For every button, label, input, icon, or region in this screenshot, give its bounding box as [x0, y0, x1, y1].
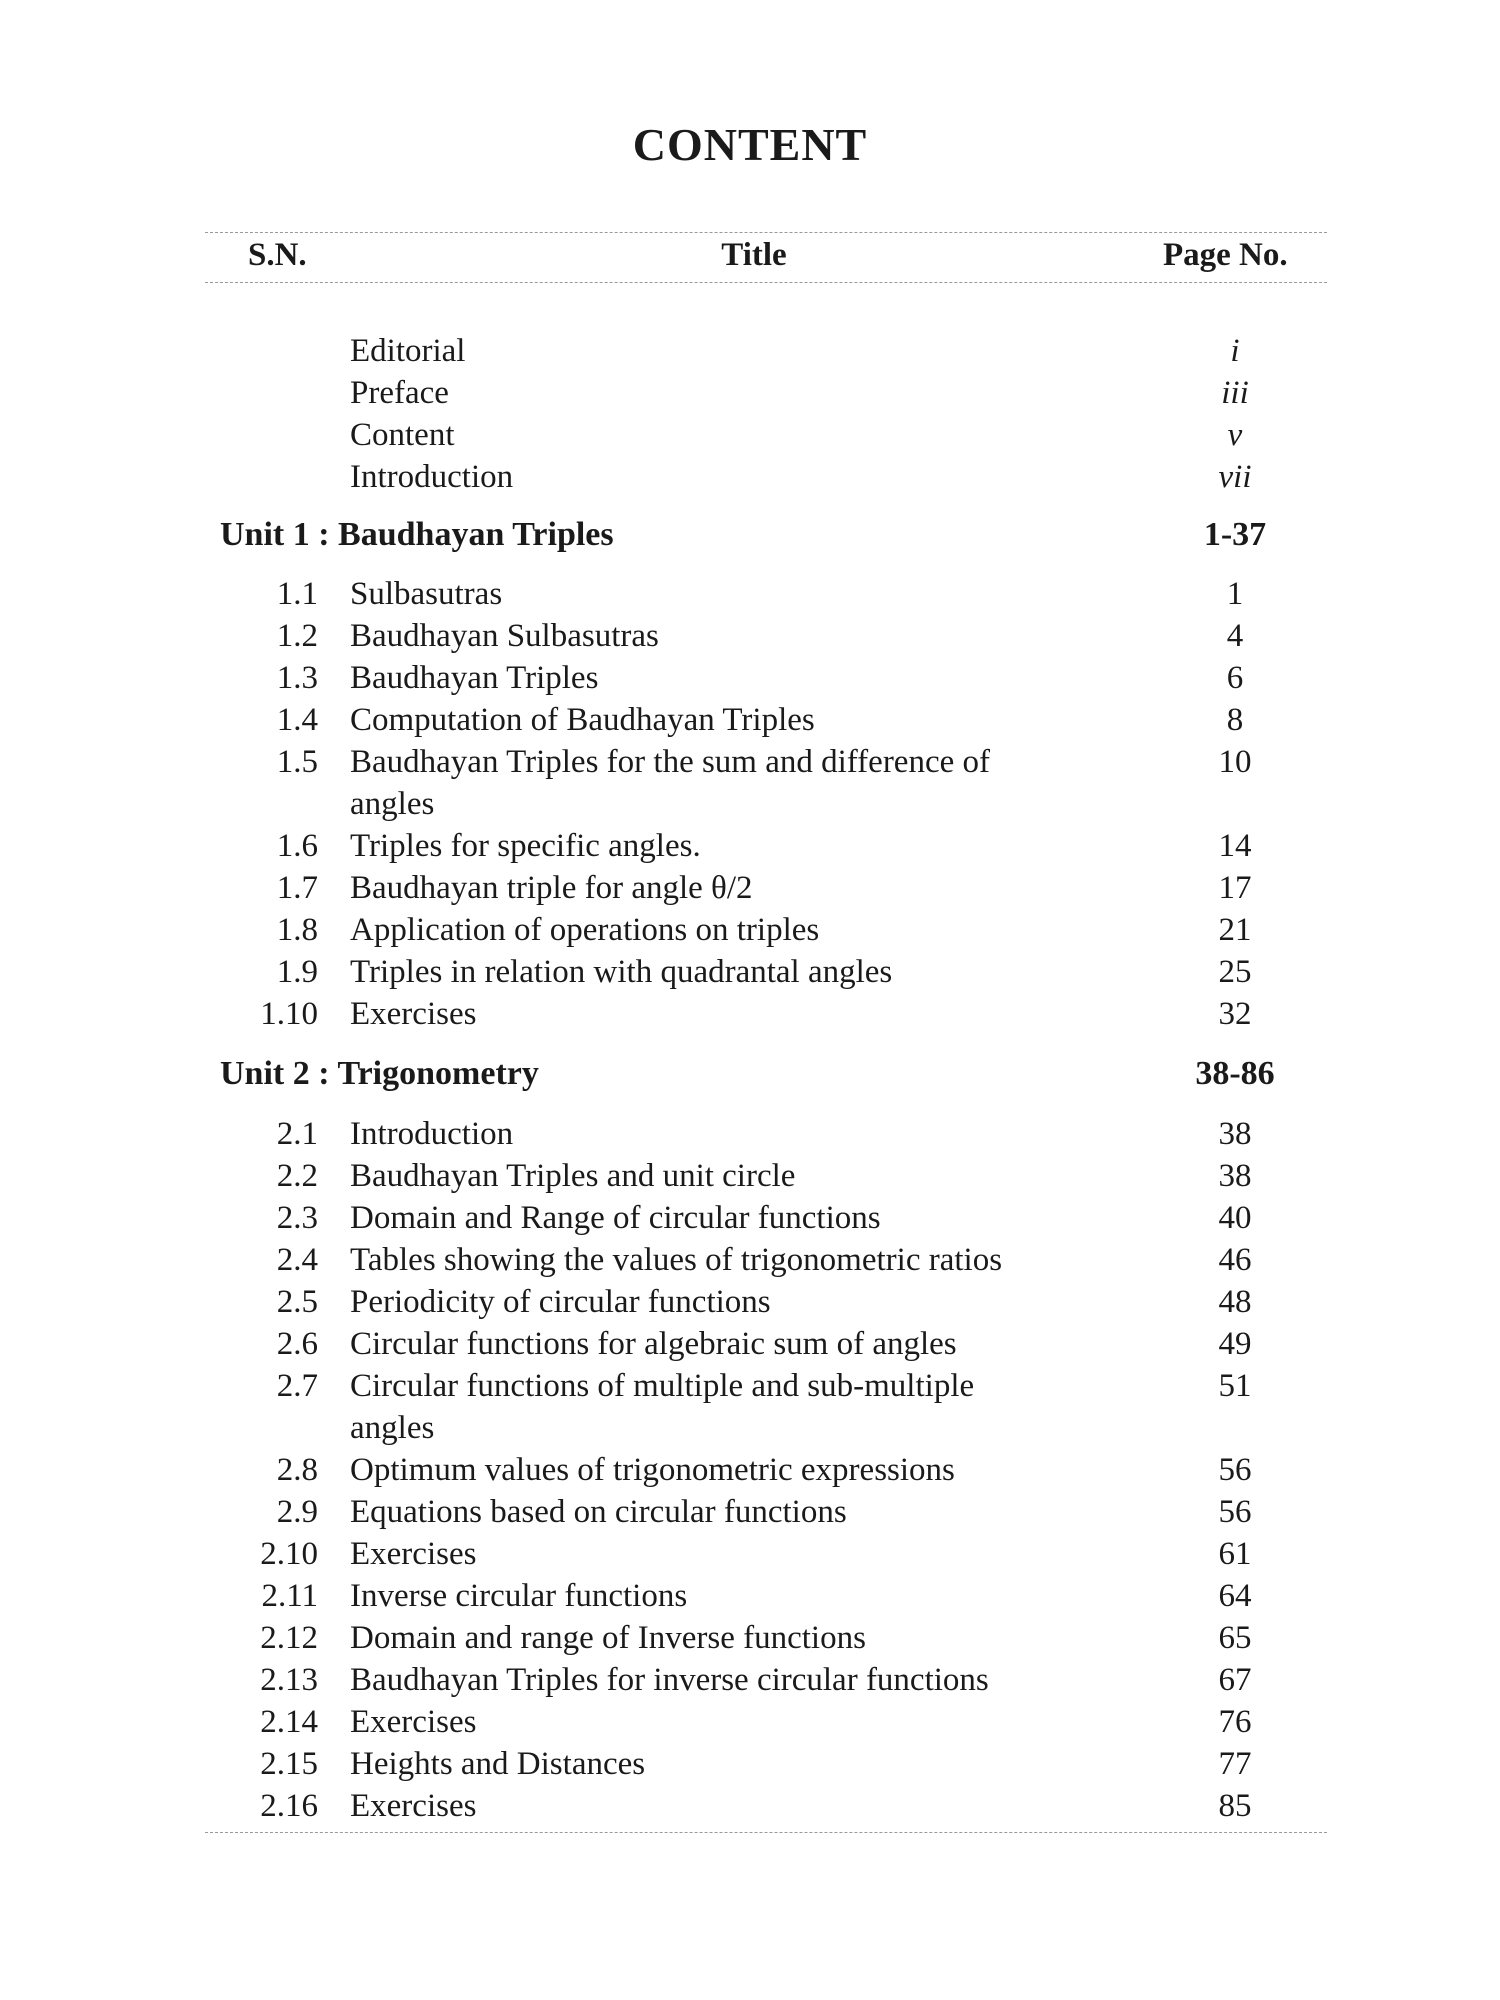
toc-page: 8	[1226, 702, 1244, 738]
toc-page: 76	[1218, 1704, 1252, 1740]
unit-title: Unit 2 : Trigonometry	[220, 1055, 539, 1092]
toc-page: 4	[1226, 618, 1244, 654]
unit-heading[interactable]	[0, 1051, 1500, 1097]
toc-title: Sulbasutras	[350, 576, 503, 612]
toc-row[interactable]	[0, 1701, 1500, 1743]
column-header-page: Page No.	[1163, 237, 1288, 273]
toc-page: 6	[1226, 660, 1244, 696]
toc-row[interactable]	[0, 1575, 1500, 1617]
toc-number: 1.4	[276, 702, 318, 738]
toc-row[interactable]	[0, 825, 1500, 867]
toc-row[interactable]	[0, 1533, 1500, 1575]
toc-title: Exercises	[350, 1704, 477, 1740]
toc-page: 17	[1218, 870, 1252, 906]
toc-row[interactable]	[0, 414, 1500, 456]
toc-row[interactable]	[0, 1743, 1500, 1785]
toc-row[interactable]	[0, 372, 1500, 414]
toc-row[interactable]	[0, 573, 1500, 615]
toc-title: Domain and Range of circular functions	[350, 1200, 881, 1236]
toc-row[interactable]	[0, 1365, 1500, 1407]
toc-title: Equations based on circular functions	[350, 1494, 847, 1530]
toc-title: Inverse circular functions	[350, 1578, 688, 1614]
toc-title: Baudhayan Sulbasutras	[350, 618, 659, 654]
toc-row[interactable]	[0, 456, 1500, 498]
toc-title: Baudhayan Triples	[350, 660, 599, 696]
toc-title: Triples in relation with quadrantal angles	[350, 954, 893, 990]
header-bottom-rule	[205, 282, 1327, 283]
toc-page: v	[1227, 417, 1243, 453]
toc-number: 1.6	[276, 828, 318, 864]
toc-number: 1.9	[276, 954, 318, 990]
toc-page: 77	[1218, 1746, 1252, 1782]
toc-page: 38	[1218, 1116, 1252, 1152]
toc-page: iii	[1221, 375, 1249, 411]
toc-title: Periodicity of circular functions	[350, 1284, 771, 1320]
toc-row[interactable]	[0, 1197, 1500, 1239]
toc-page: 25	[1218, 954, 1252, 990]
toc-number: 1.7	[276, 870, 318, 906]
toc-title-continuation: angles	[350, 786, 435, 822]
toc-number: 2.16	[260, 1788, 318, 1824]
toc-page: 14	[1218, 828, 1252, 864]
toc-page: 56	[1218, 1452, 1252, 1488]
toc-page: 65	[1218, 1620, 1252, 1656]
toc-title: Baudhayan Triples for the sum and difference of	[350, 744, 990, 780]
toc-number: 2.5	[276, 1284, 318, 1320]
toc-title: Exercises	[350, 1788, 477, 1824]
toc-number: 2.14	[260, 1704, 318, 1740]
toc-page: 67	[1218, 1662, 1252, 1698]
toc-row[interactable]	[0, 1323, 1500, 1365]
toc-page: 21	[1218, 912, 1252, 948]
toc-page: 85	[1218, 1788, 1252, 1824]
toc-number: 1.5	[276, 744, 318, 780]
toc-number: 1.1	[276, 576, 318, 612]
page-title: CONTENT	[632, 119, 868, 170]
toc-page: 32	[1218, 996, 1252, 1032]
toc-page: 38	[1218, 1158, 1252, 1194]
toc-number: 2.7	[276, 1368, 318, 1404]
toc-page: 46	[1218, 1242, 1252, 1278]
toc-title: Content	[350, 417, 455, 453]
toc-title: Optimum values of trigonometric expressions	[350, 1452, 955, 1488]
toc-row[interactable]	[0, 1617, 1500, 1659]
toc-title: Editorial	[350, 333, 466, 369]
toc-page: 49	[1218, 1326, 1252, 1362]
unit-heading[interactable]	[0, 512, 1500, 558]
toc-row[interactable]	[0, 951, 1500, 993]
toc-title: Circular functions for algebraic sum of angles	[350, 1326, 957, 1362]
toc-title: Preface	[350, 375, 449, 411]
toc-number: 2.3	[276, 1200, 318, 1236]
toc-title: Tables showing the values of trigonometric ratios	[350, 1242, 1003, 1278]
toc-number: 2.8	[276, 1452, 318, 1488]
toc-number: 2.13	[260, 1662, 318, 1698]
toc-row[interactable]	[0, 993, 1500, 1035]
toc-row[interactable]	[0, 1155, 1500, 1197]
toc-row[interactable]	[0, 741, 1500, 783]
toc-title: Circular functions of multiple and sub-multiple	[350, 1368, 975, 1404]
toc-row[interactable]	[0, 1659, 1500, 1701]
toc-page: 64	[1218, 1578, 1252, 1614]
toc-title: Heights and Distances	[350, 1746, 646, 1782]
toc-page: 51	[1218, 1368, 1252, 1404]
unit-page-range: 38-86	[1195, 1055, 1275, 1092]
toc-page: 10	[1218, 744, 1252, 780]
toc-row[interactable]	[0, 1239, 1500, 1281]
toc-number: 2.10	[260, 1536, 318, 1572]
toc-title: Baudhayan Triples for inverse circular functions	[350, 1662, 989, 1698]
toc-title: Baudhayan triple for angle θ/2	[350, 870, 753, 906]
toc-row[interactable]	[0, 909, 1500, 951]
toc-title: Application of operations on triples	[350, 912, 820, 948]
toc-row[interactable]	[0, 1449, 1500, 1491]
toc-page: 56	[1218, 1494, 1252, 1530]
toc-number: 2.6	[276, 1326, 318, 1362]
toc-title: Exercises	[350, 1536, 477, 1572]
toc-row[interactable]	[0, 330, 1500, 372]
toc-row[interactable]	[0, 1113, 1500, 1155]
toc-row[interactable]	[0, 1785, 1500, 1827]
toc-row[interactable]	[0, 1491, 1500, 1533]
toc-number: 2.12	[260, 1620, 318, 1656]
toc-number: 2.2	[276, 1158, 318, 1194]
toc-number: 2.15	[260, 1746, 318, 1782]
toc-page: 40	[1218, 1200, 1252, 1236]
toc-number: 1.3	[276, 660, 318, 696]
toc-title: Introduction	[350, 459, 514, 495]
toc-title: Introduction	[350, 1116, 514, 1152]
column-header-sn: S.N.	[248, 237, 307, 273]
toc-number: 1.2	[276, 618, 318, 654]
toc-number: 1.10	[260, 996, 318, 1032]
toc-number: 2.1	[276, 1116, 318, 1152]
toc-page: 1	[1226, 576, 1244, 612]
unit-title: Unit 1 : Baudhayan Triples	[220, 516, 614, 553]
toc-number: 2.4	[276, 1242, 318, 1278]
toc-page: vii	[1218, 459, 1252, 495]
toc-number: 2.11	[261, 1578, 318, 1614]
table-bottom-rule	[205, 1832, 1327, 1833]
toc-number: 2.9	[276, 1494, 318, 1530]
toc-title: Domain and range of Inverse functions	[350, 1620, 866, 1656]
toc-number: 1.8	[276, 912, 318, 948]
toc-title-continuation: angles	[350, 1410, 435, 1446]
toc-title: Baudhayan Triples and unit circle	[350, 1158, 796, 1194]
header-top-rule	[205, 232, 1327, 233]
toc-row[interactable]	[0, 867, 1500, 909]
toc-page: 48	[1218, 1284, 1252, 1320]
toc-row[interactable]	[0, 1281, 1500, 1323]
toc-page: 61	[1218, 1536, 1252, 1572]
toc-title: Triples for specific angles.	[350, 828, 701, 864]
toc-page: i	[1230, 333, 1240, 369]
toc-row[interactable]	[0, 699, 1500, 741]
unit-page-range: 1-37	[1203, 516, 1267, 553]
toc-row[interactable]	[0, 615, 1500, 657]
column-header-title: Title	[721, 237, 787, 273]
toc-title: Computation of Baudhayan Triples	[350, 702, 815, 738]
toc-title: Exercises	[350, 996, 477, 1032]
toc-row[interactable]	[0, 657, 1500, 699]
